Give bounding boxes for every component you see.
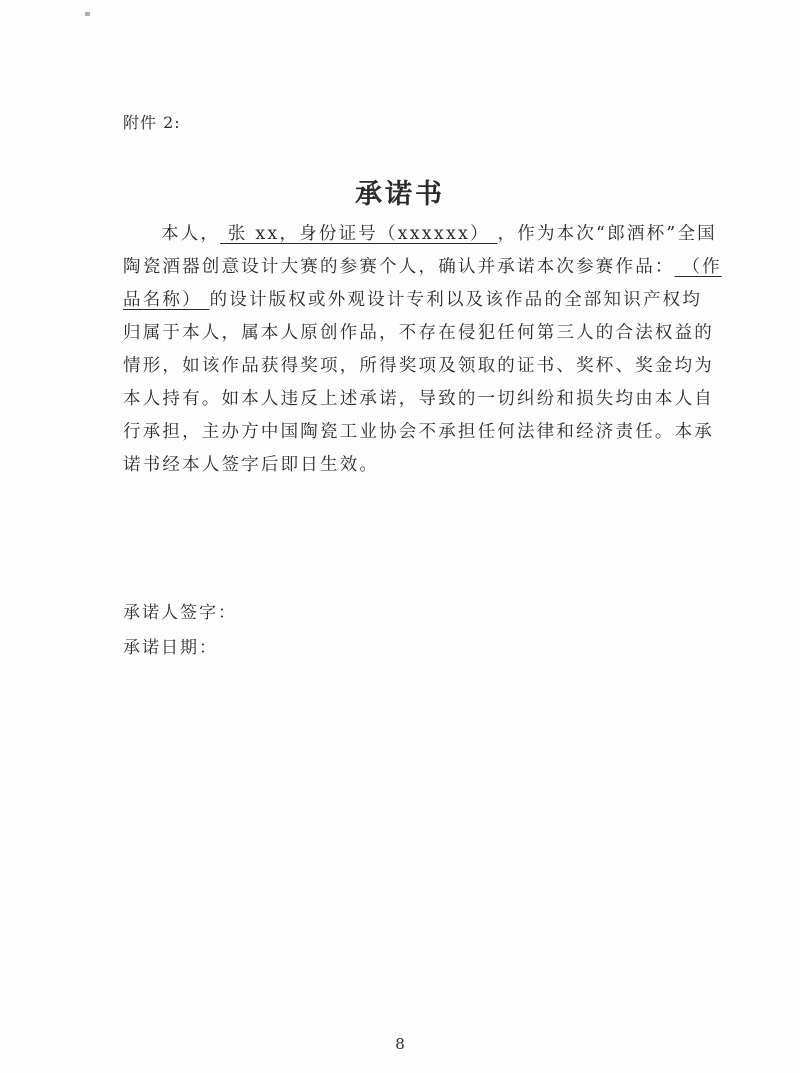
commitment-paragraph	[123, 218, 722, 482]
paragraph-line-1	[123, 218, 717, 251]
text: 陶瓷酒器创意设计大赛的参赛个人，确认并承诺本次参赛作品：	[123, 257, 675, 277]
date-label: 承诺日期：	[123, 638, 218, 658]
scan-speck	[85, 12, 90, 16]
work-name-fill-field-start: （作	[674, 257, 722, 277]
paragraph-line-5: 情形，如该作品获得奖项，所得奖项及领取的证书、奖杯、奖金均为	[123, 356, 714, 376]
attachment-label: 附件 2:	[123, 113, 181, 132]
name-id-fill-field: 张 xx，身份证号（xxxxxx）	[220, 224, 498, 244]
paragraph-line-2	[123, 251, 722, 284]
text: 的设计版权或外观设计专利以及该作品的全部知识产权均	[209, 290, 703, 310]
paragraph-line-6: 本人持有。如本人违反上述承诺，导致的一切纠纷和损失均由本人自	[123, 389, 714, 409]
text-prefix: 本人，	[161, 224, 221, 244]
page-number: 8	[395, 1035, 405, 1053]
text-suffix: ，作为本次“郎酒杯”全国	[497, 224, 717, 244]
paragraph-line-4: 归属于本人，属本人原创作品，不存在侵犯任何第三人的合法权益的	[123, 323, 714, 343]
paragraph-line-8: 诺书经本人签字后即日生效。	[123, 455, 380, 475]
document-title: 承诺书	[355, 179, 445, 210]
signature-label: 承诺人签字：	[123, 603, 237, 623]
paragraph-line-7: 行承担，主办方中国陶瓷工业协会不承担任何法律和经济责任。本承	[123, 422, 714, 442]
work-name-fill-field-end: 品名称）	[123, 290, 210, 310]
paragraph-line-3	[123, 284, 703, 317]
